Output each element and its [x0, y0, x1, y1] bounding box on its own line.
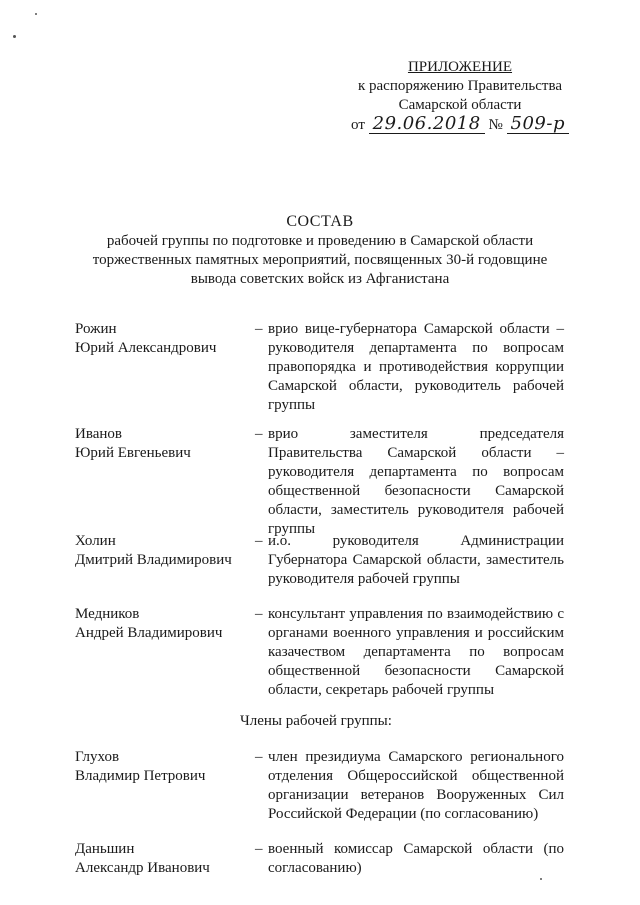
- member-surname: Рожин: [75, 321, 117, 337]
- member-position: и.о. руководителя Администрации Губернатора Самарской области, заместитель руководителя рабочей группы: [268, 533, 564, 587]
- member-surname: Иванов: [75, 426, 122, 442]
- member-name: [75, 532, 250, 570]
- member-position: военный комиссар Самарской области (по согласованию): [268, 841, 564, 876]
- member-given-names: Юрий Евгеньевич: [75, 445, 191, 461]
- member-position: врио вице-губернатора Самарской области – руководителя департамента по вопросам правопорядка и противодействия коррупции Самарской области, руководитель рабочей группы: [268, 321, 564, 413]
- member-given-names: Владимир Петрович: [75, 768, 206, 784]
- appendix-date-line: [330, 115, 590, 137]
- document-title: СОСТАВ: [286, 213, 354, 230]
- member-dash: –: [255, 841, 263, 857]
- member-surname: Медников: [75, 606, 140, 622]
- member-dash: –: [255, 321, 263, 337]
- member-name: [75, 320, 250, 358]
- appendix-line-2: Самарской области: [398, 97, 522, 113]
- scan-speck: [540, 878, 542, 880]
- title-subline-2: торжественных памятных мероприятий, посвященных 30-й годовщине: [92, 252, 548, 268]
- member-surname: Холин: [75, 533, 116, 549]
- document-title-block: [70, 212, 570, 289]
- appendix-line-1: к распоряжению Правительства: [357, 78, 562, 94]
- title-subline-3: вывода советских войск из Афганистана: [190, 271, 450, 287]
- member-name: [75, 425, 250, 463]
- number-prefix: №: [488, 117, 503, 133]
- member-given-names: Александр Иванович: [75, 860, 210, 876]
- members-heading: Члены рабочей группы:: [240, 713, 392, 729]
- member-surname: Глухов: [75, 749, 120, 765]
- member-dash: –: [255, 606, 263, 622]
- member-given-names: Юрий Александрович: [75, 340, 217, 356]
- member-dash: –: [255, 426, 263, 442]
- member-dash: –: [255, 749, 263, 765]
- member-name: [75, 840, 250, 878]
- handwritten-date: 29.06.2018: [369, 115, 485, 134]
- member-position: консультант управления по взаимодействию с органами военного управления и российским казачеством департамента по вопросам общественной безопасности Самарской области, секретарь рабочей группы: [268, 606, 564, 698]
- member-name: [75, 748, 250, 786]
- appendix-heading: ПРИЛОЖЕНИЕ: [407, 59, 513, 75]
- scan-speck: [35, 13, 37, 15]
- date-prefix: от: [351, 117, 365, 133]
- title-subline-1: рабочей группы по подготовке и проведению в Самарской области: [106, 233, 534, 249]
- member-name: [75, 605, 250, 643]
- scan-speck: [13, 35, 16, 38]
- member-position: врио заместителя председателя Правительства Самарской области – руководителя департамента по вопросам общественной безопасности Самарской области, заместитель руководителя рабочей группы: [268, 426, 564, 537]
- appendix-block: [330, 58, 590, 137]
- member-surname: Даньшин: [75, 841, 135, 857]
- member-position: член президиума Самарского регионального отделения Общероссийской общественной организации ветеранов Вооруженных Сил Российской Федерации (по согласованию): [268, 749, 564, 822]
- handwritten-number: 509-р: [507, 115, 569, 134]
- member-dash: –: [255, 533, 263, 549]
- member-given-names: Андрей Владимирович: [75, 625, 223, 641]
- member-given-names: Дмитрий Владимирович: [75, 552, 232, 568]
